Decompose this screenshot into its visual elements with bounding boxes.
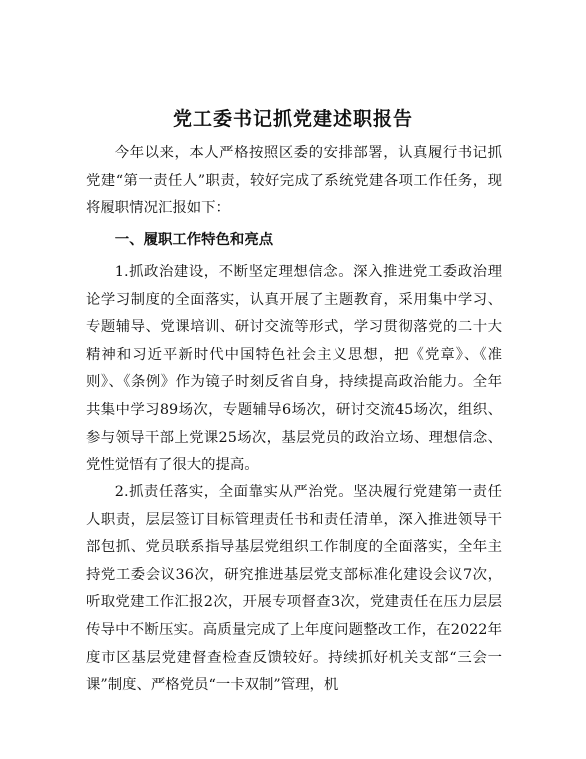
- intro-paragraph: 今年以来，本人严格按照区委的安排部署，认真履行书记抓党建“第一责任人”职责，较好完成了系统党建各项工作任务，现将履职情况汇报如下：: [86, 145, 502, 217]
- document-title: 党工委书记抓党建述职报告: [172, 108, 413, 130]
- section-heading: 一、履职工作特色和亮点: [114, 231, 274, 248]
- body-paragraph-2: 2.抓责任落实，全面靠实从严治党。坚决履行党建第一责任人职责，层层签订目标管理责任书和责任清单，深入推进领导干部包抓、党员联系指导基层党组织工作制度的全面落实，全年主持党工委会议36次，研究推进基层党支部标准化建设会议7次，听取党建工作汇报2次，开展专项督查3次，党建责任在压力层层传导中不断压实。高质量完成了上年度问题整改工作，在2022年度市区基层党建督查检查反馈较好。持续抓好机关支部“三会一课”制度、严格党员“一卡双制”管理，机: [86, 484, 503, 694]
- body-paragraph-1: 1.抓政治建设，不断坚定理想信念。深入推进党工委政治理论学习制度的全面落实，认真开展了主题教育，采用集中学习、专题辅导、党课培训、研讨交流等形式，学习贯彻落党的二十大精神和习近平新时代中国特色社会主义思想，把《党章》、《准则》、《条例》作为镜子时刻反省自身，持续提高政治能力。全年共集中学习89场次，专题辅导6场次，研讨交流45场次，组织、参与领导干部上党课25场次，基层党员的政治立场、理想信念、党性觉悟有了很大的提高。: [86, 264, 502, 474]
